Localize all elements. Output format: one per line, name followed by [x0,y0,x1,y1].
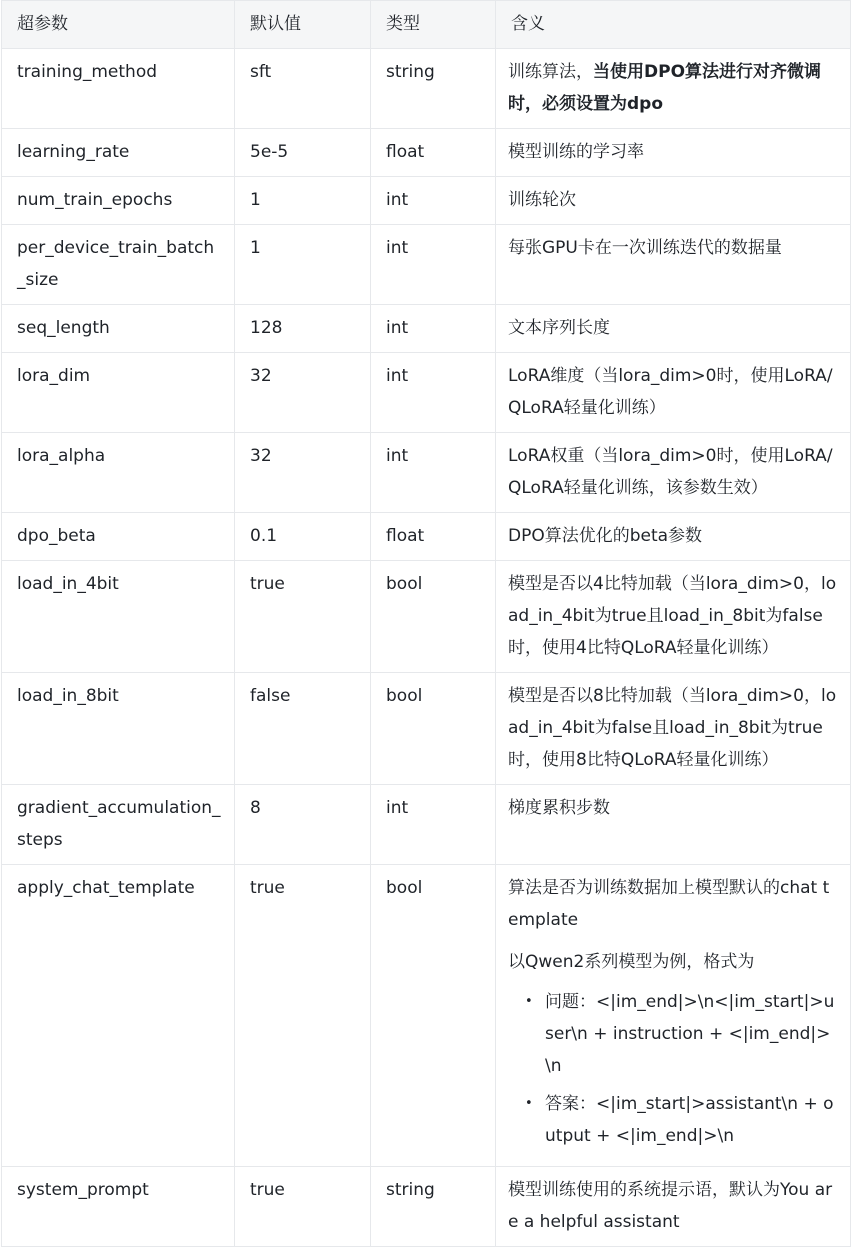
param-type: bool [371,865,496,1167]
param-default: 5e-5 [235,129,371,177]
table-row [2,225,851,305]
param-description: 模型是否以8比特加载（当lora_dim>0，load_in_4bit为false且load_in_8bit为true时，使用8比特QLoRA轻量化训练） [496,673,851,785]
table-row [2,433,851,513]
param-name: lora_dim [2,353,235,433]
param-type: bool [371,561,496,673]
param-description: 模型训练使用的系统提示语，默认为You are a helpful assistant [496,1167,851,1247]
param-name: load_in_8bit [2,673,235,785]
param-name: num_train_epochs [2,177,235,225]
param-default: true [235,865,371,1167]
param-name: gradient_accumulation_steps [2,785,235,865]
header-type: 类型 [371,1,496,49]
param-type: string [371,1167,496,1247]
param-type: int [371,785,496,865]
param-default: 8 [235,785,371,865]
param-name: training_method [2,49,235,129]
param-default: true [235,1167,371,1247]
desc-bold: 当使用DPO算法进行对齐微调时，必须设置为dpo [508,62,822,114]
param-description: 模型训练的学习率 [496,129,851,177]
param-description [496,49,851,129]
table-row [2,49,851,129]
param-default: 1 [235,177,371,225]
table-row [2,305,851,353]
param-type: int [371,177,496,225]
param-name: load_in_4bit [2,561,235,673]
table-row [2,129,851,177]
header-param: 超参数 [2,1,235,49]
param-type: int [371,225,496,305]
param-default: 32 [235,433,371,513]
param-default: 32 [235,353,371,433]
table-row [2,785,851,865]
table-row [2,673,851,785]
param-type: int [371,433,496,513]
param-type: float [371,513,496,561]
param-default: false [235,673,371,785]
param-default: true [235,561,371,673]
param-name: system_prompt [2,1167,235,1247]
param-type: bool [371,673,496,785]
param-default: 0.1 [235,513,371,561]
format-list [508,986,838,1152]
param-description: 训练轮次 [496,177,851,225]
table-row [2,353,851,433]
param-type: float [371,129,496,177]
table-row [2,865,851,1167]
header-default: 默认值 [235,1,371,49]
table-row [2,561,851,673]
param-type: string [371,49,496,129]
param-description: 梯度累积步数 [496,785,851,865]
param-default: 128 [235,305,371,353]
param-name: per_device_train_batch_size [2,225,235,305]
param-description: LoRA维度（当lora_dim>0时，使用LoRA/QLoRA轻量化训练） [496,353,851,433]
desc-paragraph: 算法是否为训练数据加上模型默认的chat template [508,878,830,930]
param-description: 每张GPU卡在一次训练迭代的数据量 [496,225,851,305]
param-type: int [371,353,496,433]
table-header-row [2,1,851,49]
desc-paragraph: 以Qwen2系列模型为例，格式为 [508,952,755,972]
param-default: 1 [235,225,371,305]
param-description: 文本序列长度 [496,305,851,353]
table-row [2,513,851,561]
list-item-question: • 问题：<|im_end|>\n<|im_start|>user\n + instruction + <|im_end|>\n [545,986,838,1082]
param-type: int [371,305,496,353]
param-name: learning_rate [2,129,235,177]
param-name: dpo_beta [2,513,235,561]
param-name: seq_length [2,305,235,353]
param-description: DPO算法优化的beta参数 [496,513,851,561]
param-name: lora_alpha [2,433,235,513]
param-default: sft [235,49,371,129]
header-meaning: 含义 [496,1,851,49]
param-description [496,865,851,1167]
list-item-answer: • 答案：<|im_start|>assistant\n + output + <|im_end|>\n [545,1088,838,1152]
param-name: apply_chat_template [2,865,235,1167]
param-description: LoRA权重（当lora_dim>0时，使用LoRA/QLoRA轻量化训练，该参数生效） [496,433,851,513]
desc-plain: 训练算法， [508,62,593,82]
hyperparameter-table [1,0,851,1247]
table-row [2,177,851,225]
param-description: 模型是否以4比特加载（当lora_dim>0，load_in_4bit为true且load_in_8bit为false时，使用4比特QLoRA轻量化训练） [496,561,851,673]
table-row [2,1167,851,1247]
